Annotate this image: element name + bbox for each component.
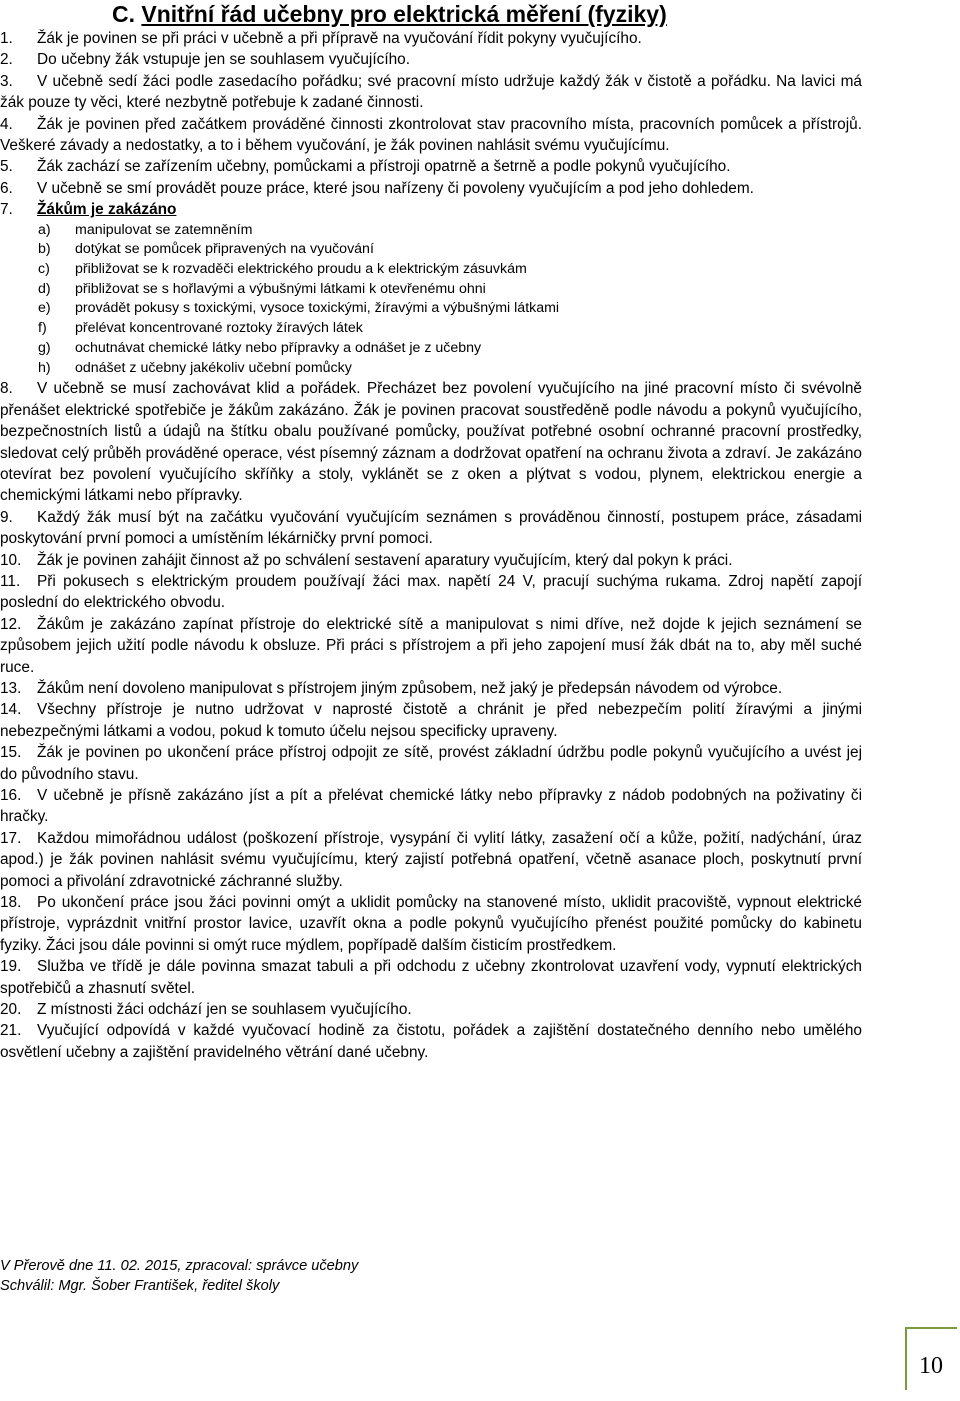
prohibition-f: f) přelévat koncentrované roztoky žíravých látek	[38, 320, 363, 337]
rule-3: 3. V učebně sedí žáci podle zasedacího pořádku; své pracovní místo udržuje každý žák v čistotě a pořádku. Na lavici má žák pouze ty věci, které nezbytně potřebuje k zadané činnosti.	[0, 72, 862, 112]
prohibition-c: c) přibližovat se k rozvaděči elektrického proudu a k elektrickým zásuvkám	[38, 261, 527, 278]
prohibition-a: a) manipulovat se zatemněním	[38, 221, 253, 238]
title-prefix: C.	[112, 1, 135, 27]
rule-20: 20. Z místnosti žáci odchází jen se souhlasem vyučujícího.	[0, 1001, 412, 1019]
rule-17: 17. Každou mimořádnou událost (poškození přístroje, vysypání či vylití látky, zasažení očí a kůže, požití, nadýchání, úraz apod.) je žák povinen nahlásit svému vyučujícímu, který zajistí potřebná opatření, včetně asanace ploch, poskytnutí první pomoci a přivolání zdravotnické záchranné služby.	[0, 829, 862, 890]
rule-6: 6. V učebně se smí provádět pouze práce, které jsou nařízeny či povoleny vyučujícím a pod jeho dohledem.	[0, 179, 754, 197]
prohibition-h: h) odnášet z učebny jakékoliv učební pomůcky	[38, 359, 352, 376]
rule-9: 9. Každý žák musí být na začátku vyučování vyučujícím seznámen s prováděnou činností, postupem práce, zásadami poskytování první pomoci a umístěním lékárničky první pomoci.	[0, 508, 862, 548]
rule-4: 4. Žák je povinen před začátkem prováděné činnosti zkontrolovat stav pracovního místa, pracovních pomůcek a přístrojů. Veškeré závady a nedostatky, a to i během vyučování, je žák povinen nahlásit svému vyučujícímu.	[0, 115, 862, 155]
rule-21: 21. Vyučující odpovídá v každé vyučovací hodině za čistotu, pořádek a zajištění dostatečného denního nebo umělého osvětlení učebny a zajištění pravidelného větrání dané učebny.	[0, 1022, 862, 1061]
rule-19: 19. Služba ve třídě je dále povinna smazat tabuli a při odchodu z učebny zkontrolovat uzavření vody, vypnutí elektrických spotřebičů a zhasnutí světel.	[0, 958, 862, 997]
rule-15: 15. Žák je povinen po ukončení práce přístroj odpojit ze sítě, provést základní údržbu podle pokynů vyučujícího a uvést jej do původního stavu.	[0, 744, 862, 783]
rule-14: 14. Všechny přístroje je nutno udržovat v naprosté čistotě a chránit je před nebezpečím polití žíravými a jinými nebezpečnými látkami a vodou, pokud k tomuto účelu nejsou specificky upraveny.	[0, 701, 862, 740]
prohibition-b: b) dotýkat se pomůcek připravených na vyučování	[38, 241, 374, 258]
rule-1: 1. Žák je povinen se při práci v učebně a při přípravě na vyučování řídit pokyny vyučujícího.	[0, 30, 642, 47]
rules-list	[0, 28, 862, 1063]
prohibition-d: d) přibližovat se s hořlavými a výbušnými látkami k otevřenému ohni	[38, 280, 486, 297]
rule-16: 16. V učebně je přísně zakázáno jíst a pít a přelévat chemické látky nebo přípravky z nádob podobných na poživatiny či hračky.	[0, 787, 862, 826]
rule-18: 18. Po ukončení práce jsou žáci povinni omýt a uklidit pomůcky na stanovené místo, uklidit pracoviště, vypnout elektrické přístroje, vyprázdnit vnitřní prostor lavice, uzavřít okna a podle pokynů vyučujícího přenést použité pomůcky do kabinetu fyziky. Žáci jsou dále povinni si omýt ruce mýdlem, popřípadě dalším čisticím prostředkem.	[0, 894, 862, 954]
signature-block	[0, 1256, 358, 1296]
footer-date-line: V Přerově dne 11. 02. 2015, zpracoval: správce učebny	[0, 1258, 359, 1274]
rule-11: 11. Při pokusech s elektrickým proudem používají žáci max. napětí 24 V, pracují suchýma rukama. Zdroj napětí zapojí poslední do elektrického obvodu.	[0, 572, 862, 612]
page-number-box	[905, 1327, 957, 1390]
title-text: Vnitřní řád učebny pro elektrická měření (fyziky)	[141, 1, 667, 27]
footer-approval-line: Schválil: Mgr. Šober František, ředitel školy	[0, 1278, 280, 1294]
rule-12: 12. Žákům je zakázáno zapínat přístroje do elektrické sítě a manipulovat s nimi dříve, než dojde k jejich seznámení se způsobem jejich užití podle návodu k obsluze. Při práci s přístrojem a při jeho zapojení musí žák dbát na to, aby měl suché ruce.	[0, 615, 862, 676]
rule-5: 5. Žák zachází se zařízením učebny, pomůckami a přístroji opatrně a šetrně a podle pokynů vyučujícího.	[0, 158, 731, 176]
rule-13: 13. Žákům není dovoleno manipulovat s přístrojem jiným způsobem, než jaký je předepsán návodem od výrobce.	[0, 679, 783, 697]
rule-2: 2. Do učebny žák vstupuje jen se souhlasem vyučujícího.	[0, 51, 410, 69]
prohibition-e: e) provádět pokusy s toxickými, vysoce toxickými, žíravými a výbušnými látkami	[38, 300, 560, 317]
page-number: 10	[919, 1353, 943, 1379]
page-number-border-top	[905, 1327, 957, 1329]
rule-10: 10. Žák je povinen zahájit činnost až po schválení sestavení aparatury vyučujícím, který dal pokyn k práci.	[0, 551, 733, 569]
prohibition-g: g) ochutnávat chemické látky nebo přípravky a odnášet je z učebny	[38, 339, 482, 356]
rule-8: 8. V učebně se musí zachovávat klid a pořádek. Přecházet bez povolení vyučujícího na jiné pracovní místo či svévolně přenášet elektrické spotřebiče je žákům zakázáno. Žák je povinen pracovat soustředěně podle návodu a pokynů vyučujícího, bezpečnostních listů a údajů na štítku obalu používané pomůcky, používat potřebné osobní ochranné pracovní prostředky, sledovat celý průběh prováděné operace, vést písemný záznam a dodržovat opatření na ochranu života a zdraví. Je zakázáno otevírat bez povolení vyučujícího skříňky a stoly, vyklánět se z oken a plýtvat s vodou, plynem, elektrickou energie a chemickými látkami nebo přípravky.	[0, 380, 862, 505]
rule-7: 7. Žákům je zakázáno	[0, 201, 177, 219]
page-title	[112, 0, 667, 28]
